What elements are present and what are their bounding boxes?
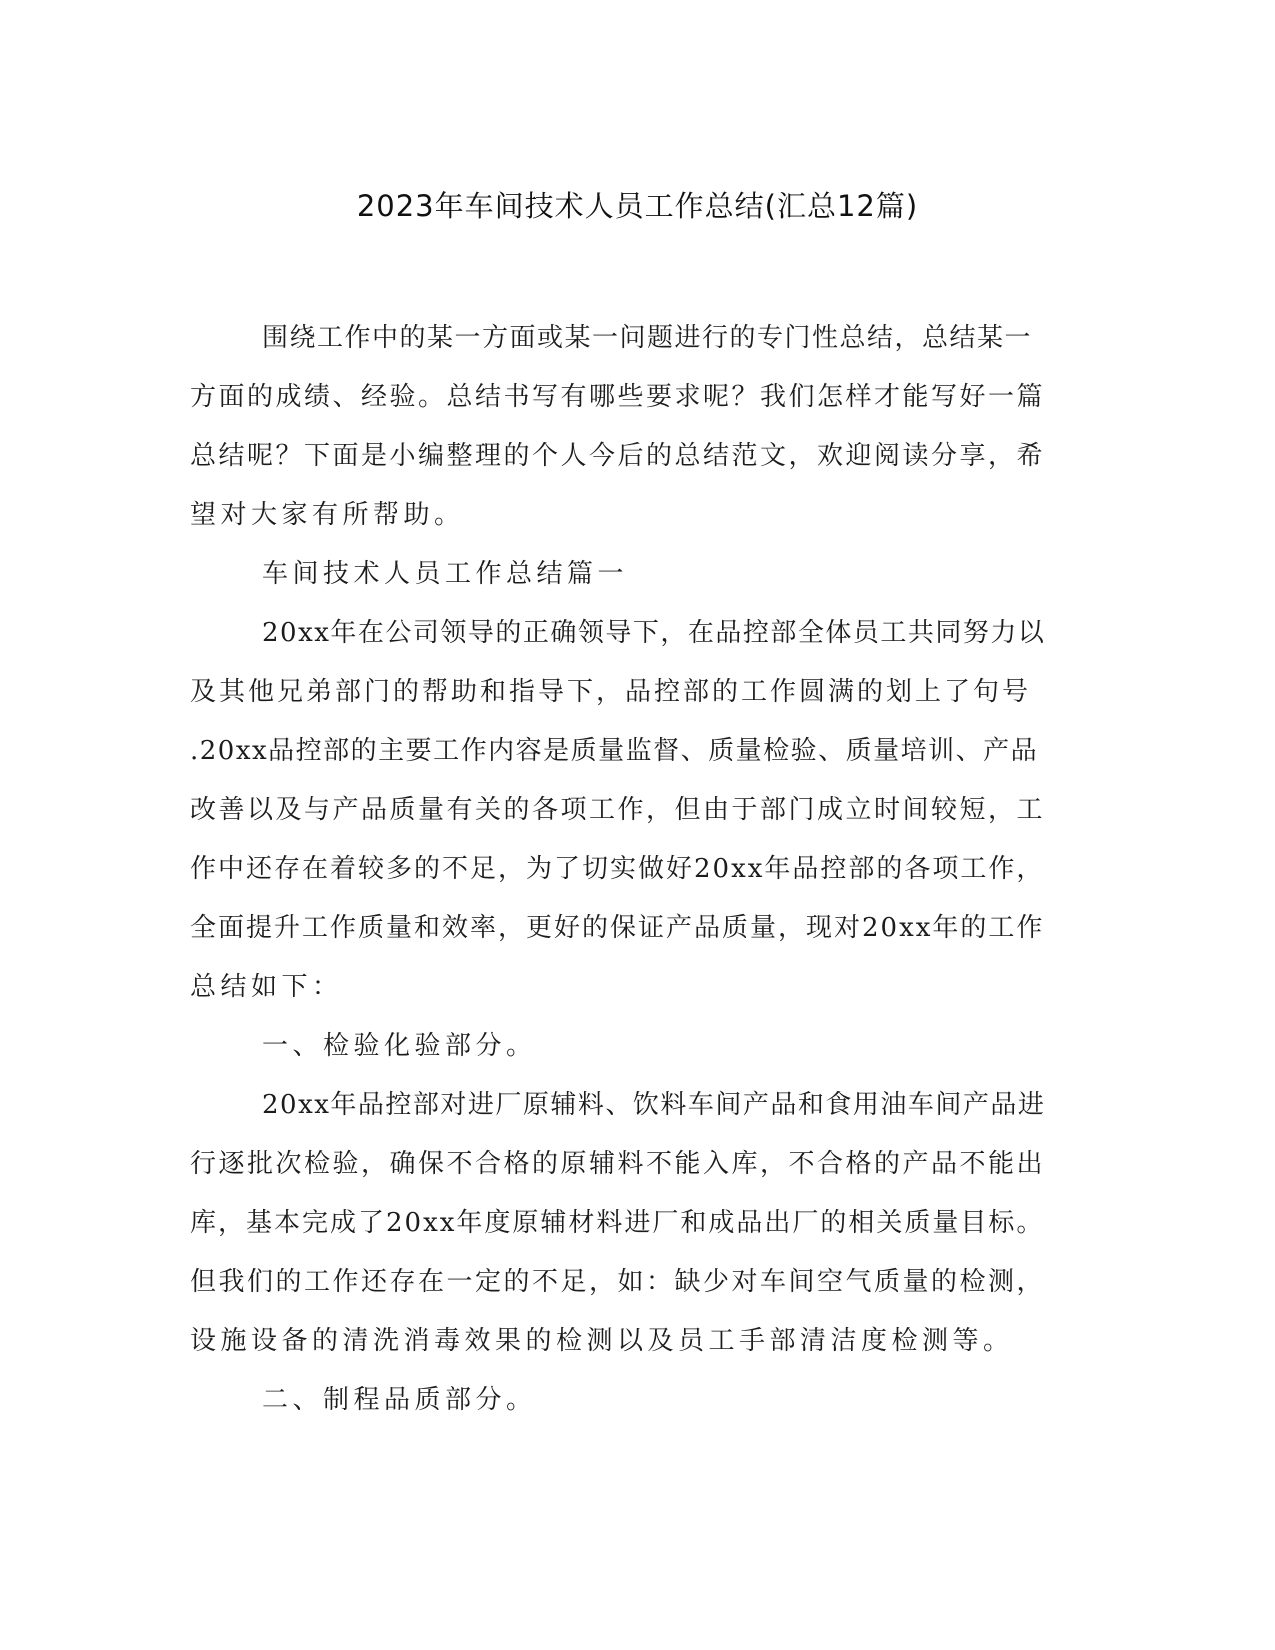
paragraph-line: .20xx品控部的主要工作内容是质量监督、质量检验、质量培训、产品 <box>190 736 1039 766</box>
paragraph-line: 总结呢？下面是小编整理的个人今后的总结范文，欢迎阅读分享，希 <box>190 441 1046 471</box>
paragraph-line: 作中还存在着较多的不足，为了切实做好20xx年品控部的各项工作， <box>190 854 1045 884</box>
paragraph-line: 但我们的工作还存在一定的不足，如：缺少对车间空气质量的检测， <box>190 1267 1046 1297</box>
section-heading: 车间技术人员工作总结篇一 <box>262 559 629 589</box>
section-heading: 一、检验化验部分。 <box>262 1031 537 1061</box>
paragraph-line: 20xx年品控部对进厂原辅料、饮料车间产品和食用油车间产品进 <box>262 1090 1046 1120</box>
section-heading: 二、制程品质部分。 <box>262 1385 537 1415</box>
paragraph-line: 行逐批次检验，确保不合格的原辅料不能入库，不合格的产品不能出 <box>190 1149 1046 1179</box>
paragraph-line: 围绕工作中的某一方面或某一问题进行的专门性总结，总结某一 <box>262 323 1033 353</box>
paragraph-line: 方面的成绩、经验。总结书写有哪些要求呢？我们怎样才能写好一篇 <box>190 382 1046 412</box>
paragraph-line: 望对大家有所帮助。 <box>190 500 465 530</box>
paragraph-line: 库，基本完成了20xx年度原辅材料进厂和成品出厂的相关质量目标。 <box>190 1208 1045 1238</box>
paragraph-line: 20xx年在公司领导的正确领导下，在品控部全体员工共同努力以 <box>262 618 1046 648</box>
paragraph-line: 设施设备的清洗消毒效果的检测以及员工手部清洁度检测等。 <box>190 1326 1014 1356</box>
paragraph-line: 全面提升工作质量和效率，更好的保证产品质量，现对20xx年的工作 <box>190 913 1045 943</box>
paragraph-line: 改善以及与产品质量有关的各项工作，但由于部门成立时间较短，工 <box>190 795 1046 825</box>
paragraph-line: 总结如下： <box>190 972 343 1002</box>
document-title: 2023年车间技术人员工作总结(汇总12篇) <box>356 189 919 223</box>
paragraph-line: 及其他兄弟部门的帮助和指导下，品控部的工作圆满的划上了句号 <box>190 677 1032 707</box>
